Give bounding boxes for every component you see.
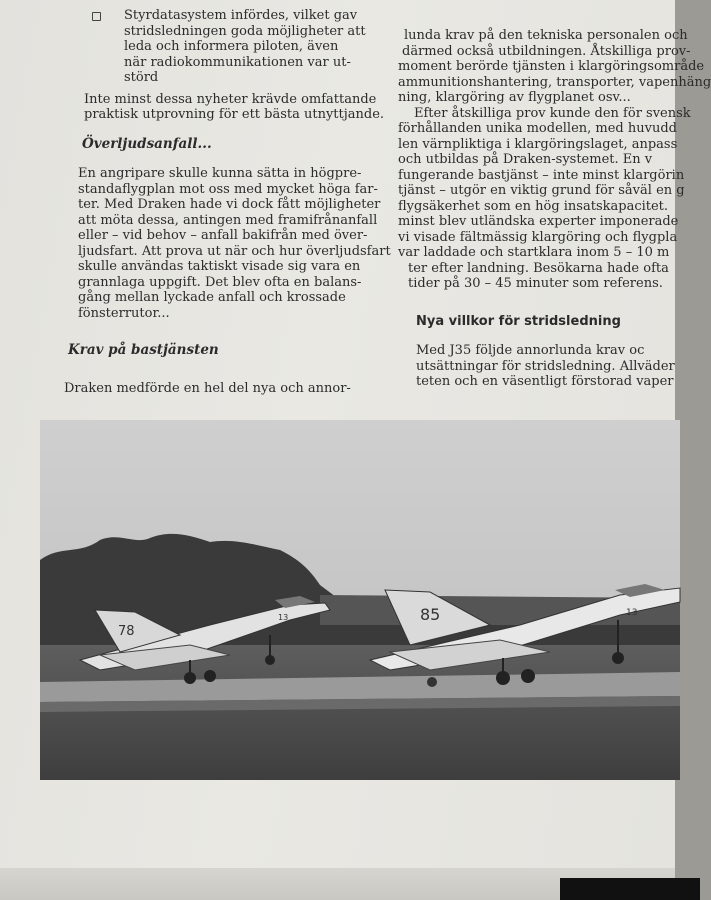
text-line: eller – vid behov – anfall bakifrån med över- — [78, 228, 368, 243]
text-line: och utbildas på Draken-systemet. En v — [398, 152, 653, 167]
text-line: Efter åtskilliga prov kunde den för svensk — [414, 105, 691, 121]
paragraph-stridsledning — [398, 343, 698, 390]
text-line: len värnpliktiga i klargöringslaget, anpass — [398, 136, 678, 152]
paragraph-overljudsanfall — [64, 166, 389, 321]
text-line: En angripare skulle kunna sätta in högpre- — [78, 166, 362, 181]
bullet-line: stridsledningen goda möjligheter att — [124, 23, 366, 39]
text-line: Inte minst dessa nyheter krävde omfattande — [84, 91, 377, 107]
nose-marking-13: 13 — [278, 613, 289, 622]
text-line: ter efter landning. Besökarna hade ofta — [408, 260, 669, 276]
right-column — [398, 28, 711, 390]
text-line: därmed också utbildningen. Åtskilliga prov- — [402, 43, 691, 59]
text-line: ning, klargöring av flygplanet osv... — [398, 90, 631, 105]
book-gutter-shadow — [560, 878, 700, 900]
bullet-line: leda och informera piloten, även — [124, 39, 339, 54]
text-line: fungerande bastjänst – inte minst klargörin — [398, 167, 685, 183]
text-line: vi visade fältmässig klargöring och flygpla — [398, 229, 678, 245]
tail-number-78: 78 — [118, 624, 135, 639]
text-line: Draken medförde en hel del nya och annor- — [64, 380, 351, 396]
section-heading-krav-pa-bastjansten: Krav på bastjänsten — [68, 342, 219, 358]
text-line: praktisk utprovning för ett bästa utnyttjande. — [84, 107, 385, 122]
checkbox-bullet-icon — [92, 12, 101, 21]
text-line: ammunitionshantering, transporter, vapenhäng — [398, 74, 711, 90]
section-heading-overljudsanfall: Överljudsanfall... — [82, 135, 212, 152]
text-line: ter. Med Draken hade vi dock fått möjligheter — [78, 197, 381, 212]
tail-number-85: 85 — [420, 605, 441, 624]
bullet-line: när radiokommunikationen var ut- — [124, 54, 351, 70]
text-line: fönsterrutor... — [78, 305, 170, 321]
text-line: ljudsfart. Att prova ut när och hur överljudsfart — [78, 243, 391, 259]
text-line: tider på 30 – 45 minuter som referens. — [408, 276, 663, 291]
text-line: standaflygplan mot oss med mycket höga far- — [78, 181, 378, 197]
text-line: skulle användas taktiskt visade sig vara en — [78, 259, 361, 274]
text-line: var laddade och startklara inom 5 – 10 m — [398, 245, 670, 260]
paragraph-krav — [64, 381, 389, 397]
bullet-item — [64, 8, 389, 86]
text-line: tjänst – utgör en viktig grund för såväl en g — [398, 183, 685, 198]
intro-paragraph — [64, 92, 389, 123]
text-line: förhållanden unika modellen, med huvudd — [398, 121, 677, 136]
aircraft-photo — [40, 420, 680, 780]
text-line: utsättningar för stridsledning. Allväder — [416, 358, 675, 374]
text-line: minst blev utländska experter imponerade — [398, 214, 679, 229]
text-line: gång mellan lyckade anfall och krossade — [78, 290, 346, 305]
text-line: att möta dessa, antingen med framifrånanfall — [78, 212, 378, 228]
bullet-line: Styrdatasystem infördes, vilket gav — [124, 8, 358, 23]
text-line: flygsäkerhet som en hög insatskapacitet. — [398, 198, 669, 214]
paragraph-bastjanst — [398, 28, 711, 292]
bullet-line: störd — [124, 70, 159, 85]
text-line: grannlaga uppgift. Det blev ofta en balans- — [78, 274, 362, 290]
section-heading-nya-villkor: Nya villkor för stridsledning — [416, 313, 621, 329]
photo-illustration — [40, 420, 680, 780]
text-line: moment berörde tjänsten i klargöringsområde — [398, 59, 705, 74]
text-line: Med J35 följde annorlunda krav oc — [416, 343, 645, 358]
text-line: teten och en väsentligt förstorad vaper — [416, 374, 674, 389]
nose-marking-13: 13 — [626, 608, 638, 618]
text-line: lunda krav på den tekniska personalen och — [404, 28, 688, 43]
left-column — [64, 8, 389, 396]
